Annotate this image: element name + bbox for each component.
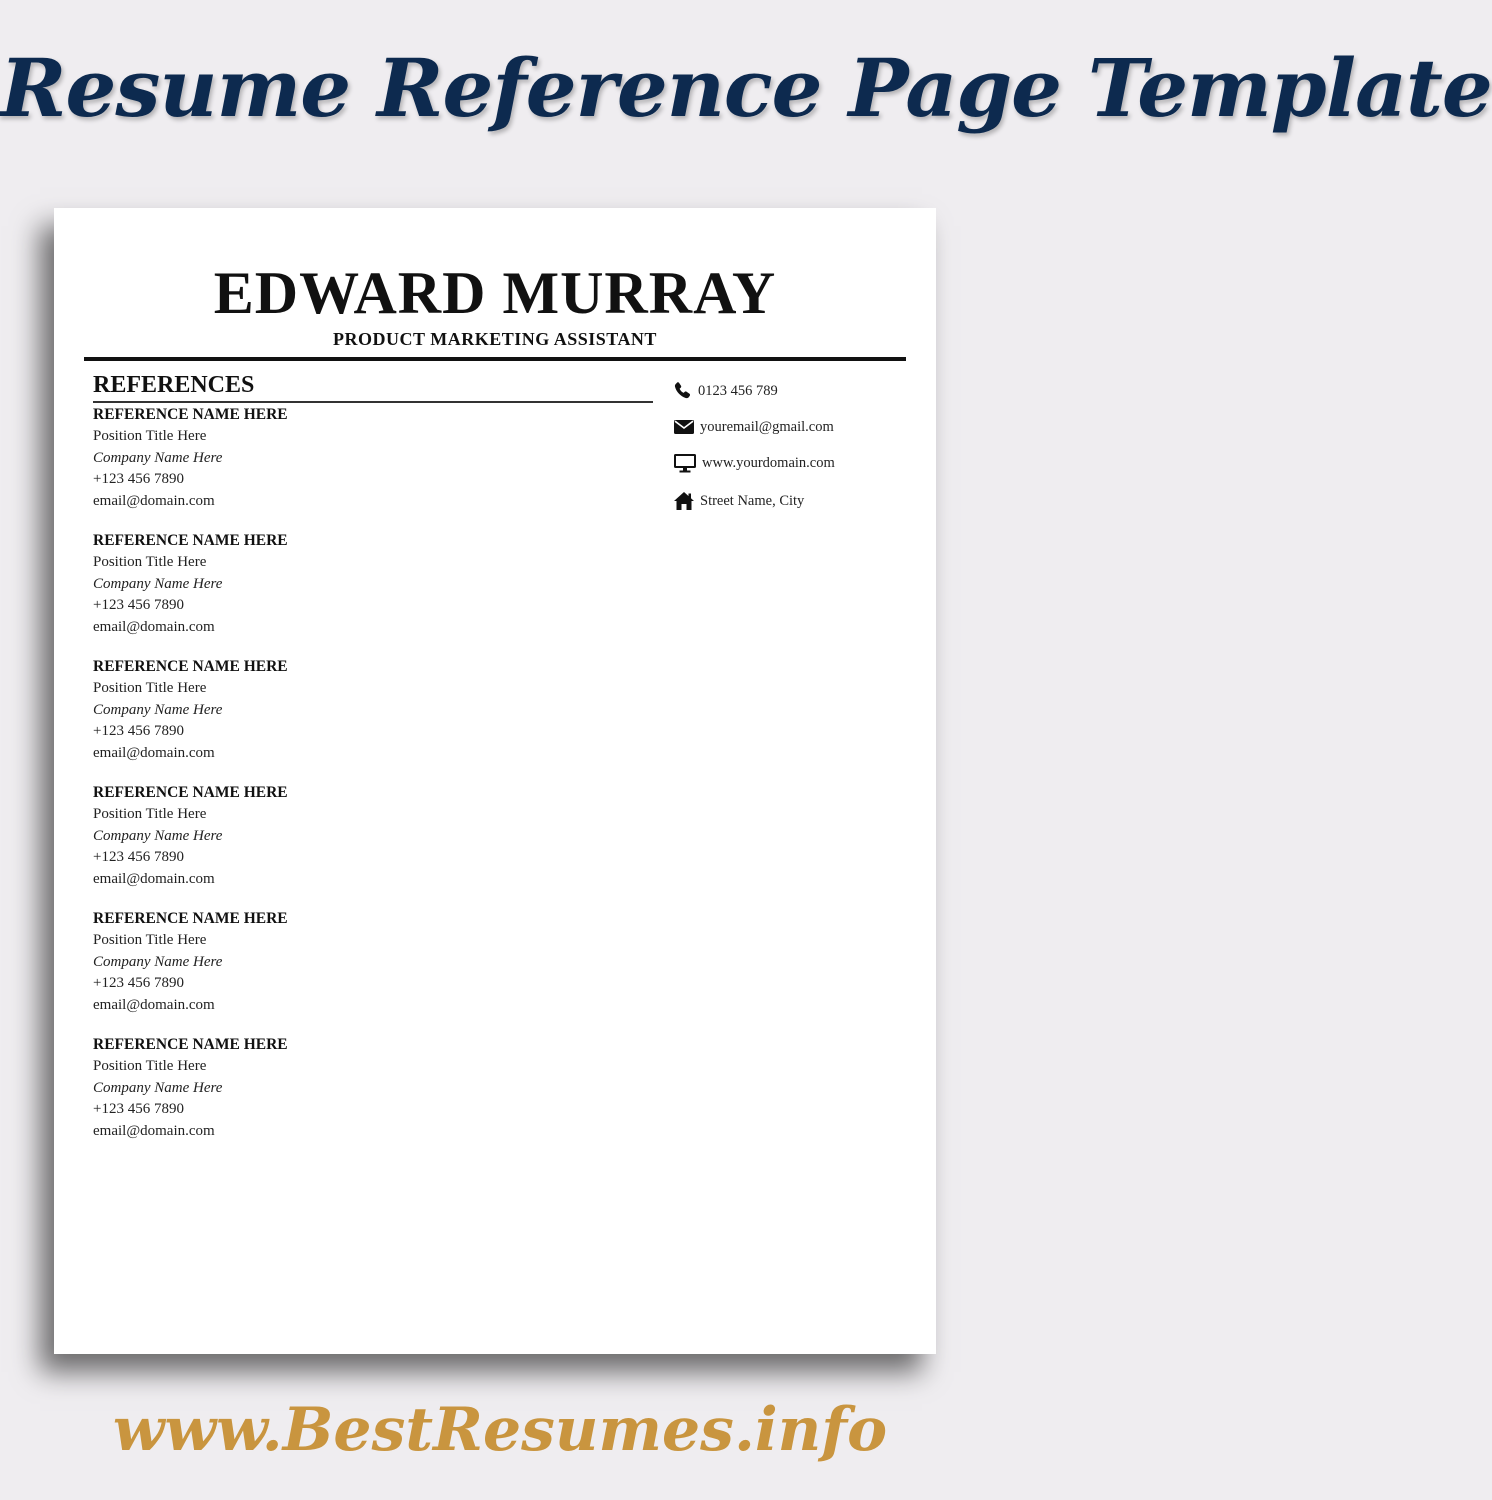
reference-entry	[93, 1034, 653, 1142]
monitor-icon	[673, 453, 702, 473]
reference-position: Position Title Here	[93, 428, 207, 444]
reference-email: email@domain.com	[93, 618, 215, 635]
reference-phone: +123 456 7890	[93, 597, 184, 613]
reference-email: email@domain.com	[93, 744, 215, 761]
reference-company: Company Name Here	[93, 827, 223, 844]
reference-email: email@domain.com	[93, 1122, 215, 1139]
reference-position: Position Title Here	[93, 806, 207, 822]
reference-entry	[93, 908, 653, 1016]
reference-company: Company Name Here	[93, 1079, 223, 1096]
reference-name: REFERENCE NAME HERE	[93, 406, 288, 423]
resume-name: EDWARD MURRAY	[213, 260, 777, 326]
reference-position: Position Title Here	[93, 680, 207, 696]
references-section	[93, 370, 653, 1142]
reference-position: Position Title Here	[93, 1058, 207, 1074]
reference-company: Company Name Here	[93, 953, 223, 970]
contact-address-text: Street Name, City	[700, 492, 805, 509]
home-icon	[673, 491, 700, 511]
reference-email: email@domain.com	[93, 996, 215, 1013]
contact-phone	[673, 381, 778, 401]
reference-name: REFERENCE NAME HERE	[93, 910, 288, 927]
contact-website-text: www.yourdomain.com	[702, 454, 835, 471]
reference-phone: +123 456 7890	[93, 975, 184, 991]
header-divider	[84, 357, 906, 361]
reference-position: Position Title Here	[93, 554, 207, 570]
banner-title: Resume Reference Page Template	[0, 41, 1492, 135]
phone-icon	[673, 381, 698, 401]
reference-company: Company Name Here	[93, 701, 223, 718]
reference-company: Company Name Here	[93, 575, 223, 592]
resume-role: PRODUCT MARKETING ASSISTANT	[333, 329, 657, 349]
reference-entry	[93, 782, 653, 890]
contact-email	[673, 418, 834, 436]
footer-url: www.BestResumes.info	[112, 1395, 888, 1465]
resume-sheet	[54, 208, 936, 1354]
reference-entry	[93, 656, 653, 764]
contact-website	[673, 453, 835, 473]
reference-email: email@domain.com	[93, 870, 215, 887]
contact-address	[673, 491, 804, 511]
reference-company: Company Name Here	[93, 449, 223, 466]
reference-position: Position Title Here	[93, 932, 207, 948]
reference-email: email@domain.com	[93, 492, 215, 509]
reference-name: REFERENCE NAME HERE	[93, 784, 288, 801]
reference-entry	[93, 530, 653, 638]
envelope-icon	[673, 418, 700, 436]
reference-phone: +123 456 7890	[93, 471, 184, 487]
contact-phone-text: 0123 456 789	[698, 382, 778, 399]
reference-phone: +123 456 7890	[93, 1101, 184, 1117]
reference-phone: +123 456 7890	[93, 849, 184, 865]
reference-name: REFERENCE NAME HERE	[93, 658, 288, 675]
reference-entry	[93, 404, 653, 512]
contact-email-text: youremail@gmail.com	[700, 418, 834, 435]
reference-name: REFERENCE NAME HERE	[93, 1036, 288, 1053]
references-heading: REFERENCES	[93, 370, 653, 403]
reference-name: REFERENCE NAME HERE	[93, 532, 288, 549]
reference-phone: +123 456 7890	[93, 723, 184, 739]
